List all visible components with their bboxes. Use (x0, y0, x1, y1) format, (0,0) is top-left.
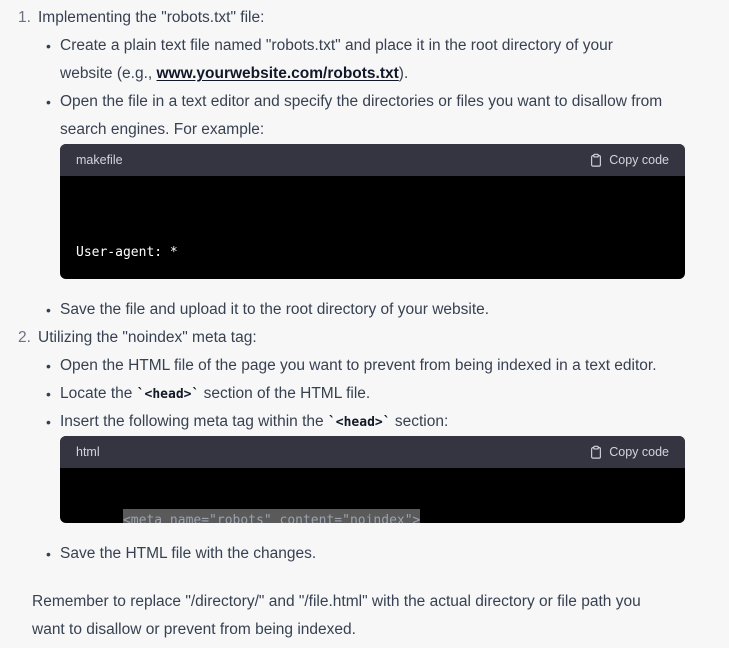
copy-code-label: Copy code (609, 153, 669, 167)
bullet-text-line: search engines. For example: (60, 121, 265, 138)
bullet-icon: • (46, 94, 51, 110)
code-content[interactable] (60, 468, 685, 523)
list-item-title: Utilizing the "noindex" meta tag: (38, 329, 257, 346)
paragraph-line: Remember to replace "/directory/" and "/file.html" with the actual directory or file path you (32, 593, 641, 610)
inline-code: `<head>` (327, 415, 391, 430)
bullet-text-line: website (e.g., www.yourwebsite.com/robots.txt). (60, 65, 409, 82)
list-item-title: Implementing the "robots.txt" file: (38, 9, 265, 26)
list-number: 1. (18, 9, 31, 26)
code-block-makefile (60, 144, 685, 279)
bullet-text-line: Save the HTML file with the changes. (60, 545, 317, 562)
bullet-text-line: Open the HTML file of the page you want to prevent from being indexed in a text editor. (60, 357, 657, 374)
code-line: User-agent: * (76, 245, 178, 260)
closing-paragraph (32, 588, 712, 644)
bullet-item (46, 540, 690, 568)
bullet-icon: • (46, 386, 51, 402)
bullet-text-line: Open the file in a text editor and specify the directories or files you want to disallow from (60, 93, 663, 110)
bullet-item (46, 408, 690, 437)
copy-code-button[interactable] (589, 144, 669, 176)
bullet-item (46, 352, 690, 380)
clipboard-icon (589, 445, 603, 459)
inline-code: `<head>` (136, 387, 200, 402)
bullet-icon: • (46, 358, 51, 374)
copy-code-label: Copy code (609, 445, 669, 459)
copy-code-button[interactable] (589, 436, 669, 468)
bullet-icon: • (46, 38, 51, 54)
code-language-label: html (76, 445, 100, 459)
bullet-text-line: Create a plain text file named "robots.txt" and place it in the root directory of your (60, 37, 613, 54)
bullet-icon: • (46, 546, 51, 562)
selected-code-line: <meta name="robots" content="noindex"> (123, 509, 420, 523)
bullet-item (46, 380, 690, 409)
code-content (60, 176, 685, 279)
bullet-text-line: Insert the following meta tag within the `<head>` section: (60, 413, 449, 430)
bullet-icon: • (46, 414, 51, 430)
code-header (60, 144, 685, 176)
paragraph-line: want to disallow or prevent from being indexed. (32, 621, 356, 638)
bullet-item (46, 32, 690, 88)
clipboard-icon (589, 153, 603, 167)
code-header (60, 436, 685, 468)
bullet-text-line: Locate the `<head>` section of the HTML file. (60, 385, 371, 402)
list-number: 2. (18, 329, 31, 346)
bullet-icon: • (46, 302, 51, 318)
code-block-html (60, 436, 685, 523)
website-link[interactable]: www.yourwebsite.com/robots.txt (156, 65, 399, 82)
bullet-item (46, 88, 690, 144)
bullet-text-line: Save the file and upload it to the root directory of your website. (60, 301, 490, 318)
code-language-label: makefile (76, 153, 123, 167)
bullet-item (46, 296, 690, 324)
